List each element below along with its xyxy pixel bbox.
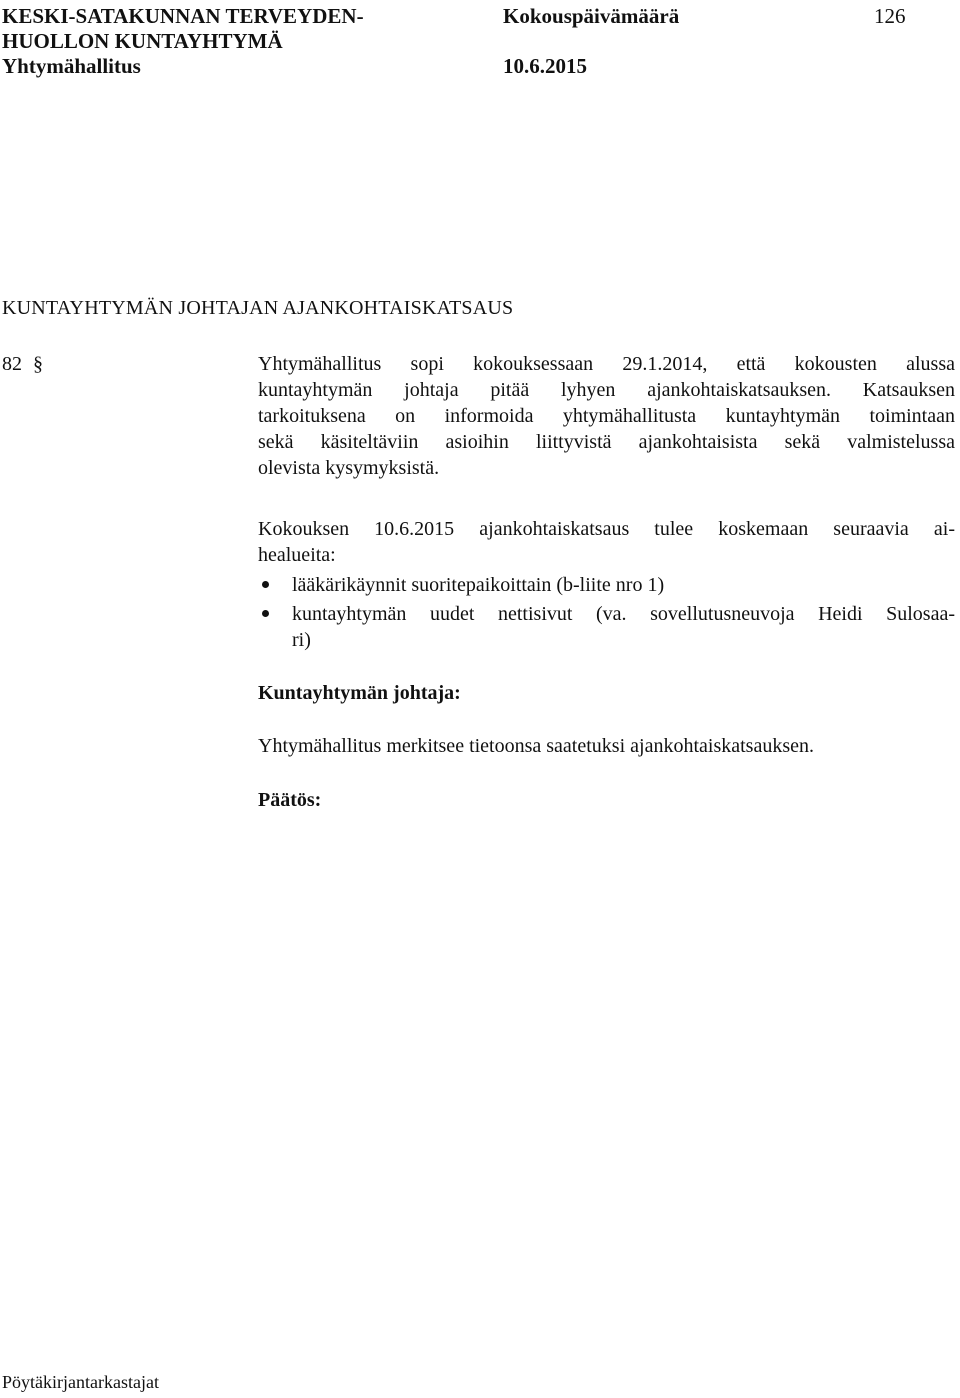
intro-paragraph (258, 351, 955, 481)
paragraph-line: olevista kysymyksistä. (258, 457, 440, 479)
section-number (2, 351, 43, 377)
meeting-date-value: 10.6.2015 (503, 54, 587, 78)
footer-label: Pöytäkirjantarkastajat (2, 1372, 159, 1392)
decision-heading: Päätös: (258, 789, 322, 811)
list-item-line: kuntayhtymän uudet nettisivut (va. sovellutusneuvoja Heidi Sulosaa- (292, 603, 955, 625)
paragraph-line: Yhtymähallitus sopi kokouksessaan 29.1.2014, että kokousten alussa (258, 353, 955, 375)
bullet-icon (262, 581, 269, 588)
proposal-heading: Kuntayhtymän johtaja: (258, 682, 461, 704)
list-item-text (292, 601, 955, 653)
section-title: KUNTAYHTYMÄN JOHTAJAN AJANKOHTAISKATSAUS (2, 297, 514, 319)
paragraph-line: healueita: (258, 544, 336, 566)
meeting-date-label: Kokouspäivämäärä (503, 4, 680, 28)
paragraph-line: Kokouksen 10.6.2015 ajankohtaiskatsaus tulee koskemaan seuraavia ai- (258, 518, 955, 540)
organization-name-line1: KESKI-SATAKUNNAN TERVEYDEN- (2, 4, 364, 28)
paragraph-line: sekä käsiteltäviin asioihin liittyvistä ajankohtaisista sekä valmistelussa (258, 431, 955, 453)
page-number: 126 (874, 4, 906, 28)
paragraph-line: tarkoituksena on informoida yhtymähallitusta kuntayhtymän toimintaan (258, 405, 955, 427)
list-item-text: lääkärikäynnit suoritepaikoittain (b-liite nro 1) (292, 574, 665, 596)
organization-name-line2: HUOLLON KUNTAYHTYMÄ (2, 29, 283, 53)
agenda-paragraph (258, 516, 955, 568)
paragraph-line: kuntayhtymän johtaja pitää lyhyen ajankohtaiskatsauksen. Katsauksen (258, 379, 955, 401)
section-number-value: 82 (2, 353, 22, 375)
bullet-icon (262, 610, 269, 617)
proposal-text: Yhtymähallitus merkitsee tietoonsa saatetuksi ajankohtaiskatsauksen. (258, 735, 814, 757)
meeting-body: Yhtymähallitus (2, 54, 141, 78)
section-symbol: § (33, 353, 43, 375)
list-item-line: ri) (292, 629, 311, 651)
